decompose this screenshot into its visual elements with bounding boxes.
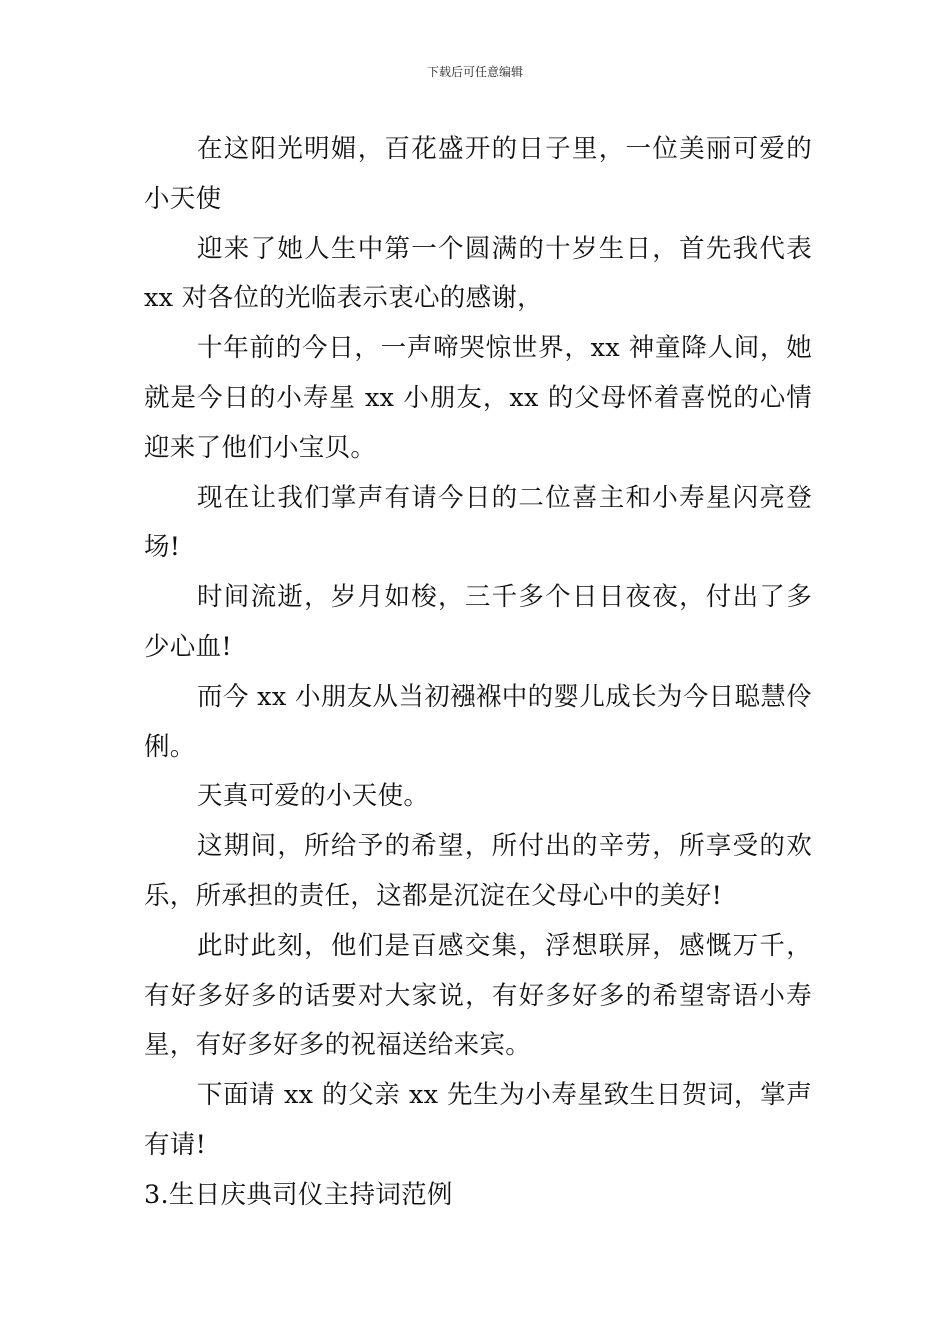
paragraph: 而今 xx 小朋友从当初襁褓中的婴儿成长为今日聪慧伶俐。 [144, 681, 812, 762]
paragraph: 十年前的今日，一声啼哭惊世界，xx 神童降人间，她就是今日的小寿星 xx 小朋友，xx 的父母怀着喜悦的心情迎来了他们小宝贝。 [144, 333, 812, 463]
paragraph: 下面请 xx 的父亲 xx 先生为小寿星致生日贺词，掌声有请! [144, 1080, 812, 1160]
paragraph: 天真可爱的小天使。 [197, 781, 430, 812]
paragraph: 此时此刻，他们是百感交集，浮想联屏，感慨万千，有好多好多的话要对大家说，有好多好多的希望寄语小寿星，有好多好多的祝福送给来宾。 [144, 930, 812, 1061]
paragraph: 这期间，所给予的希望，所付出的辛劳，所享受的欢乐，所承担的责任，这都是沉淀在父母心中的美好! [144, 831, 812, 911]
paragraph: 时间流逝，岁月如梭，三千多个日日夜夜，付出了多少心血! [144, 582, 812, 662]
page-header: 下载后可任意编辑 [426, 65, 523, 79]
section-heading: 3.生日庆典司仪主持词范例 [144, 1179, 453, 1210]
paragraph: 迎来了她人生中第一个圆满的十岁生日，首先我代表 xx 对各位的光临表示衷心的感谢， [144, 233, 812, 314]
paragraph: 现在让我们掌声有请今日的二位喜主和小寿星闪亮登场! [144, 482, 812, 563]
paragraph: 在这阳光明媚，百花盛开的日子里，一位美丽可爱的小天使 [144, 134, 812, 214]
document-body [144, 125, 812, 1221]
